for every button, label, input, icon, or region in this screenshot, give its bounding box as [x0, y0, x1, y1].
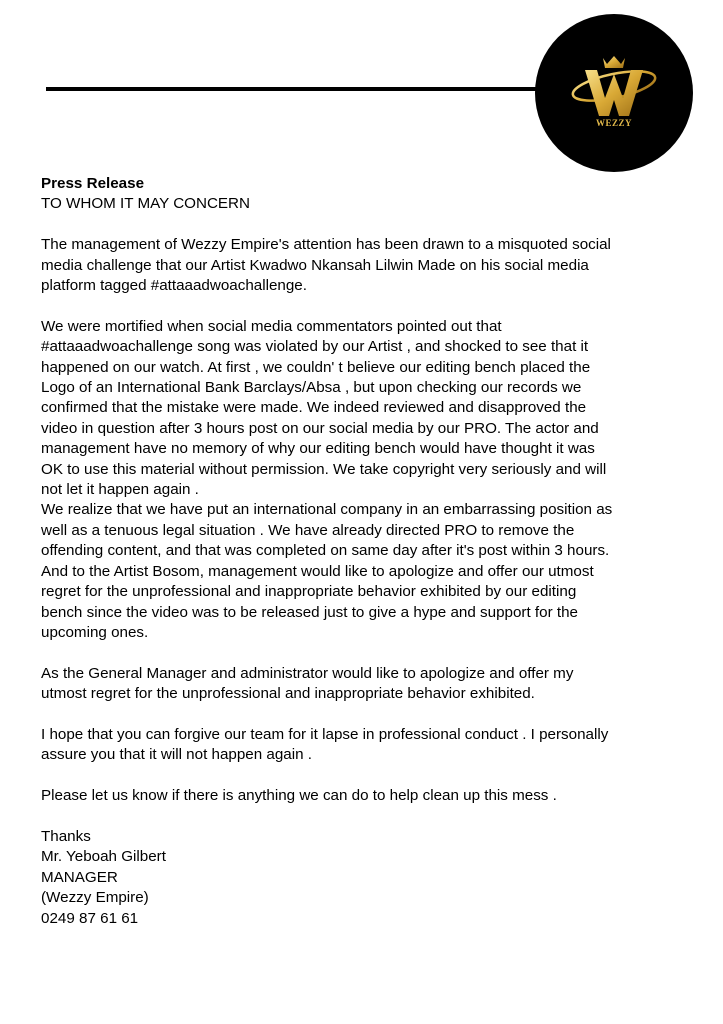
salutation: TO WHOM IT MAY CONCERN	[41, 195, 250, 213]
paragraph-3: We realize that we have put an international company in an embarrassing position as well as a tenuous legal situation . We have already directed PRO to remove the offending content, and that was completed on same day after it's post within 3 hours. And to the Artist Bosom, management would like to apologize and offer our utmost regret for the unprofessional and inappropriate behavior exhibited by our editing bench since the video was to be released just to give a hype and support for the upcoming ones.	[41, 501, 613, 641]
paragraph-1: The management of Wezzy Empire's attention has been drawn to a misquoted social media challenge that our Artist Kwadwo Nkansah Lilwin Made on his social media platform tagged #attaaadwoachallenge.	[41, 236, 611, 295]
paragraph-6: Please let us know if there is anything we can do to help clean up this mess .	[41, 787, 557, 805]
wezzy-empire-logo	[535, 14, 693, 172]
signoff-company: (Wezzy Empire)	[41, 889, 149, 907]
document-heading: Press Release	[41, 175, 145, 192]
signoff-phone: 0249 87 61 61	[41, 909, 139, 927]
paragraph-4: As the General Manager and administrator would like to apologize and offer my utmost regret for the unprofessional and inappropriate behavior exhibited.	[41, 664, 574, 703]
signoff-name: Mr. Yeboah Gilbert	[41, 848, 166, 866]
signoff-title: MANAGER	[41, 868, 118, 886]
logo-wordmark: WEZZY	[595, 118, 632, 128]
signoff-closing: Thanks	[41, 827, 91, 845]
paragraph-2: We were mortified when social media commentators pointed out that #attaaadwoachallenge song was violated by our Artist , and shocked to see that it happened on our watch. At first , we couldn' t believe our editing bench placed the Logo of an International Bank Barclays/Absa , but upon checking our records we confirmed that the mistake were made. We indeed reviewed and disapproved the video in question after 3 hours post on our social media by our PRO. The actor and management have no memory of why our editing bench would have thought it was OK to use this material without permission. We take copyright very seriously and will not let it happen again .	[41, 317, 607, 499]
crown-w-icon	[535, 14, 693, 172]
header-divider	[46, 87, 556, 91]
paragraph-5: I hope that you can forgive our team for it lapse in professional conduct . I personally assure you that it will not happen again .	[41, 725, 609, 764]
press-release-body	[41, 174, 701, 929]
